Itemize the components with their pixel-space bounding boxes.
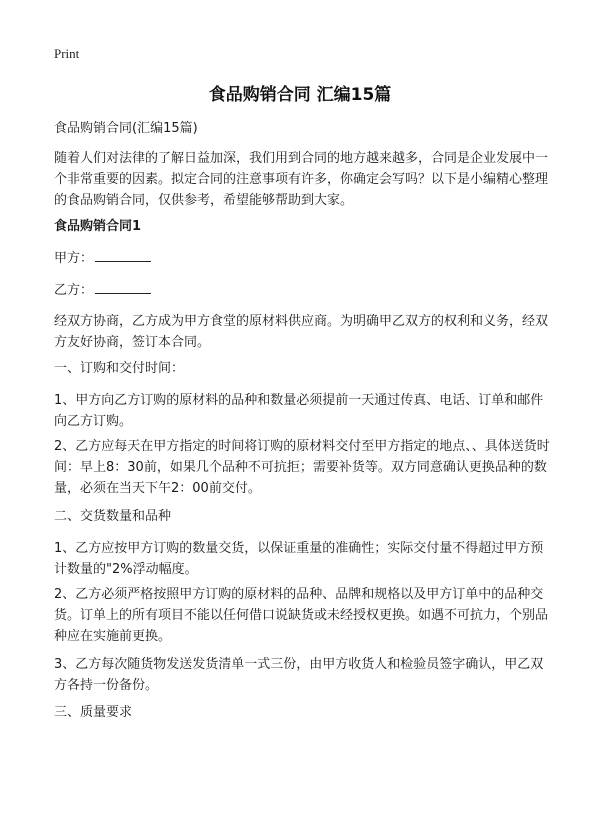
section-2-title: 二、交货数量和品种 — [54, 509, 172, 524]
page-title: 食品购销合同 汇编15篇 — [208, 85, 392, 105]
section-3-title: 三、质量要求 — [54, 705, 133, 720]
party-a-blank — [95, 248, 151, 262]
section-2-item-1: 1、乙方应按甲方订购的数量交货，以保证重量的准确性；实际交付量不得超过甲方预计数量的"2%浮动幅度。 — [54, 541, 544, 577]
section-2-item-3: 3、乙方每次随货物发送发货清单一式三份，由甲方收货人和检验员签字确认，甲乙双方各持一份备份。 — [54, 657, 544, 693]
section-1-title: 一、订购和交付时间： — [54, 361, 185, 376]
party-b-line — [54, 280, 552, 301]
party-b-blank — [95, 280, 151, 294]
document-subtitle: 食品购销合同(汇编15篇) — [54, 121, 198, 136]
section-2-item-2: 2、乙方必须严格按照甲方订购的原材料的品种、品牌和规格以及甲方订单中的品种交货。订单上的所有项目不能以任何借口说缺货或未经授权更换。如遇不可抗力，个别品种应在实施前更换。 — [54, 587, 549, 644]
party-a-line — [54, 248, 552, 269]
party-a-label: 甲方： — [54, 251, 94, 266]
preamble-paragraph: 经双方协商，乙方成为甲方食堂的原材料供应商。为明确甲乙双方的权利和义务，经双方友好协商，签订本合同。 — [54, 314, 549, 350]
section-1-item-1: 1、甲方向乙方订购的原材料的品种和数量必须提前一天通过传真、电话、订单和邮件向乙方订购。 — [54, 393, 544, 429]
section-1-item-2: 2、乙方应每天在甲方指定的时间将订购的原材料交付至甲方指定的地点、、具体送货时间：早上8：30前，如果几个品种不可抗拒；需要补货等。双方同意确认更换品种的数量，必须在当天下午2：00前交付。 — [54, 439, 550, 496]
print-link[interactable]: Print — [54, 46, 80, 61]
intro-paragraph: 随着人们对法律的了解日益加深，我们用到合同的地方越来越多，合同是企业发展中一个非常重要的因素。拟定合同的注意事项有许多，你确定会写吗？以下是小编精心整理的食品购销合同，仅供参考，希望能够帮助到大家。 — [54, 151, 549, 208]
party-b-label: 乙方： — [54, 283, 94, 298]
contract-heading: 食品购销合同1 — [54, 219, 142, 234]
